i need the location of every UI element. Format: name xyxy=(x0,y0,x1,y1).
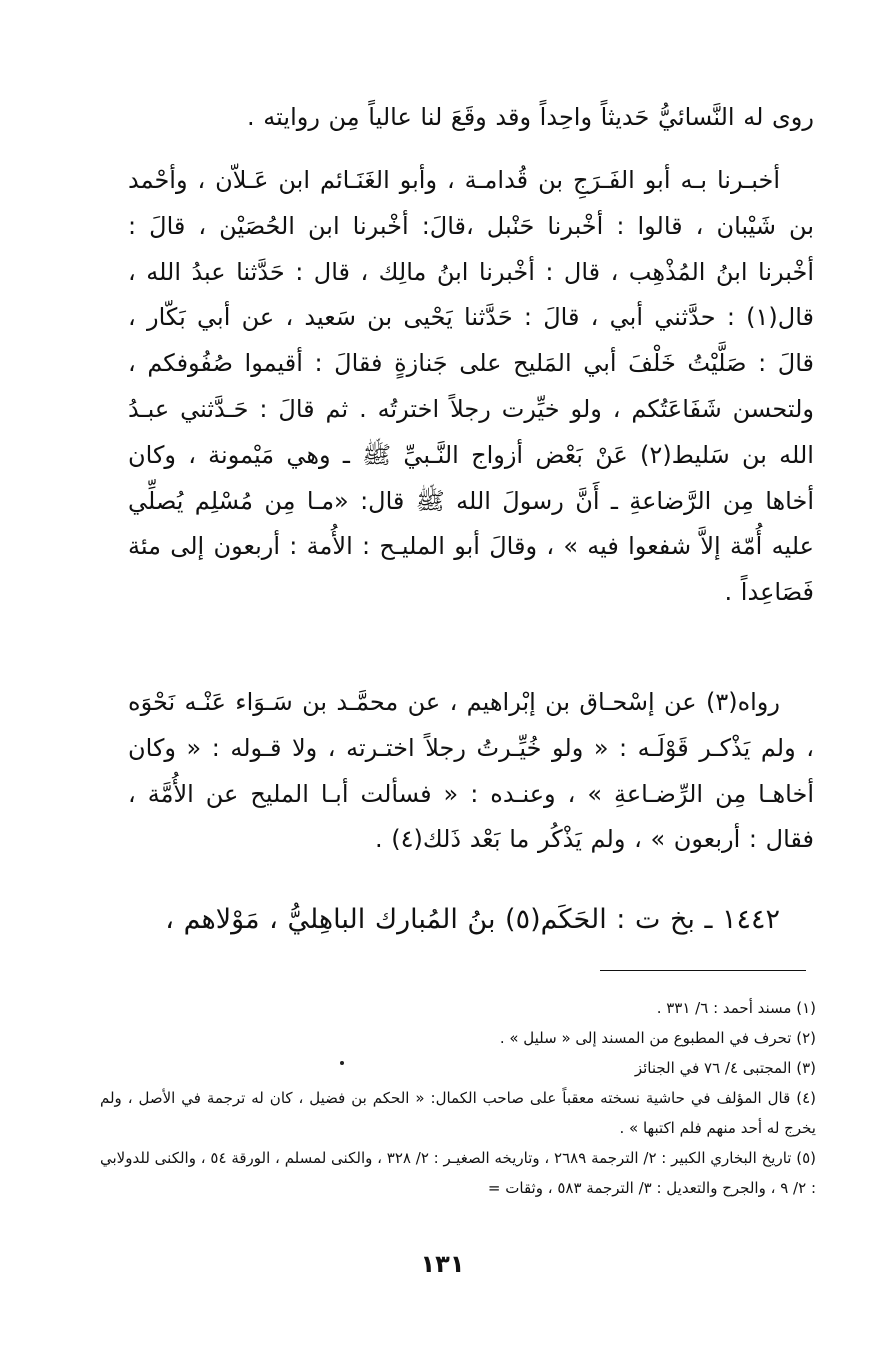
hadith-text: أخبـرنا بـه أبو الفَـرَجِ بن قُدامـة ، وأبو الغَنَـائم ابن عَـلاّن ، وأحْمد بن شَيْبان ، قالوا : أخْبرنا حَنْبل ،قالَ: أخْبرنا ابن الحُصَيْن ، قالَ : أخْبرنا ابنُ المُذْهِب ، قال : أخْبرنا ابنُ مالِك ، قال : حَدَّثنا عبدُ الله ، قال(١) : حدَّثني أبي ، قالَ : حَدَّثنا يَحْيى بن سَعيد ، عن أبي بَكّار ، قالَ : صَلَّيْتُ خَلْفَ أبي المَليح على جَنازةٍ فقالَ : أقيموا صُفُوفكم ، ولتحسن شَفَاعَتُكم ، ولو خيِّرت رجلاً اخترتُه . ثم قالَ : حَـدَّثني عبـدُ الله بن سَليط(٢) عَنْ بَعْض أزواج النَّـبيِّ ﷺ ـ وهي مَيْمونة ، وكان أخاها مِن الرَّضاعةِ ـ أَنَّ رسولَ الله ﷺ قال: «مـا مِن مُسْلِم يُصلِّي عليه أُمّة إلاَّ شفعوا فيه » ، وقالَ أبو المليـح : الأُمة : أربعون إلى مئة فَصَاعِداً . xyxy=(128,166,814,607)
footnote-3: (٣) المجتبى ٤/ ٧٦ في الجنائز xyxy=(634,1059,816,1077)
narration-paragraph xyxy=(128,680,814,863)
intro-line xyxy=(128,95,814,141)
print-speck xyxy=(340,1061,344,1065)
biography-entry xyxy=(128,897,814,943)
footnotes xyxy=(100,993,816,1203)
footnote-5: (٥) تاريخ البخاري الكبير : ٢/ الترجمة ٢٦٨٩ ، وتاريخه الصغيـر : ٢/ ٣٢٨ ، والكنى لمسلم ، الورقة ٥٤ ، والكنى للدولابي : ٢/ ٩ ، والجرح والتعديل : ٣/ الترجمة ٥٨٣ ، وثقات = xyxy=(100,1149,817,1197)
narration-text: رواه(٣) عن إسْحـاق بن إبْراهيم ، عن محمَّـد بن سَـوَاء عَنْـه نَحْوَه ، ولم يَذْكـر قَوْلَـه : « ولو خُيِّـرتُ رجلاً اختـرته ، ولا قـوله : « وكان أخاهـا مِن الرِّضـاعةِ » ، وعنـده : « فسألت أبـا المليح عن الأُمَّة ، فقال : أربعون » ، ولم يَذْكُر ما بَعْد ذَلك(٤) . xyxy=(128,688,814,854)
entry-heading: ١٤٤٢ ـ بخ ت : الحَكَم(٥) بنُ المُبارك الباهِليُّ ، مَوْلاهم ، xyxy=(165,904,780,935)
footnote-divider xyxy=(600,970,806,971)
footnote-1: (١) مسند أحمد : ٦/ ٣٣١ . xyxy=(656,999,816,1017)
footnote-2: (٢) تحرف في المطبوع من المسند إلى « سليل » . xyxy=(499,1029,816,1047)
page-number: ١٣١ xyxy=(420,1250,465,1278)
intro-text: روى له النَّسائيُّ حَديثاً واحِداً وقد وقَعَ لنا عالياً مِن روايته . xyxy=(247,103,814,131)
hadith-paragraph xyxy=(128,158,814,616)
footnote-4: (٤) قال المؤلف في حاشية نسخته معقباً على صاحب الكمال: « الحكم بن فضيل ، كان له ترجمة في الأصل ، ولم يخرج له أحد منهم فلم اكتبها » . xyxy=(100,1089,816,1137)
